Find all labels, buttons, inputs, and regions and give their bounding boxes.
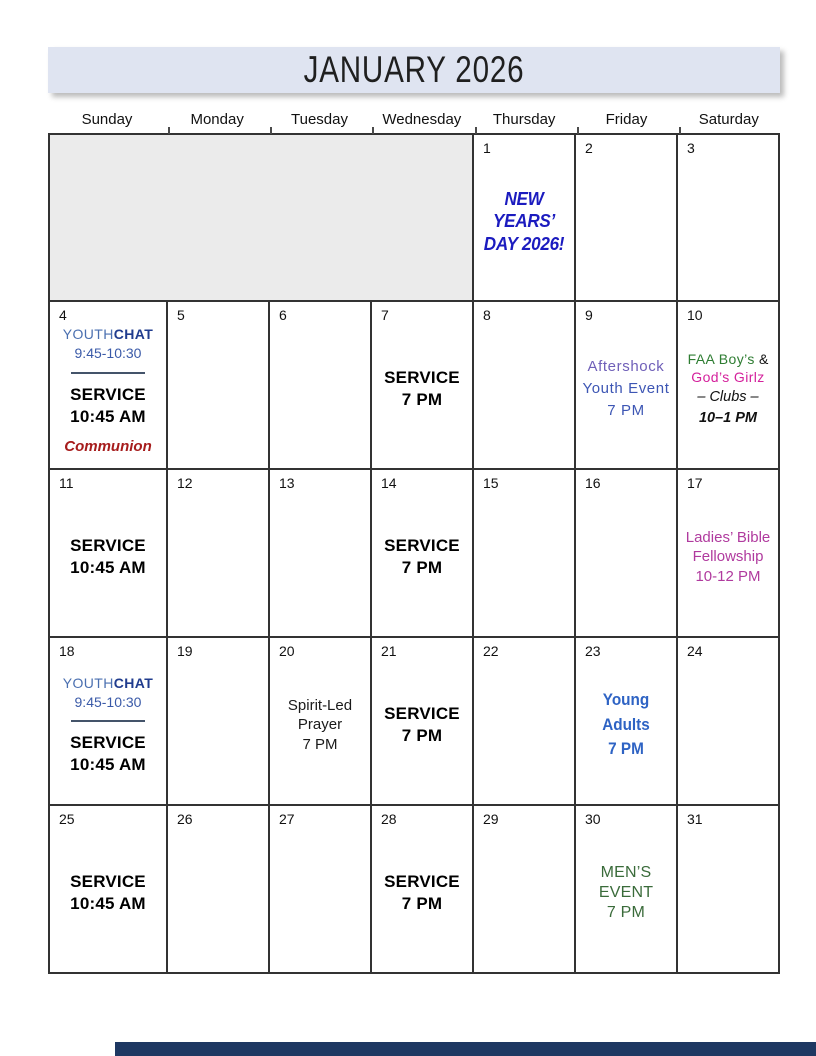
day-number: 21 [381, 643, 397, 659]
event-text: DAY 2026! [483, 233, 565, 254]
day-cell-9 [576, 302, 678, 470]
event-text: 7 PM [608, 739, 644, 759]
events-area [168, 322, 268, 468]
column-tick-mark [372, 127, 374, 134]
events-area [50, 658, 166, 804]
event-text: Communion [64, 437, 152, 455]
calendar-grid [48, 133, 780, 974]
day-number: 2 [585, 140, 593, 156]
day-cell-21 [372, 638, 474, 806]
day-header-saturday: Saturday [698, 111, 759, 128]
day-cell-5 [168, 302, 270, 470]
event-service [384, 367, 460, 411]
event-service [384, 703, 460, 747]
event-text: SERVICE [70, 535, 146, 555]
event-text: Young Adults [602, 690, 650, 734]
day-cell-2 [576, 135, 678, 302]
event-text: SERVICE [70, 733, 146, 753]
event-service [70, 871, 146, 915]
day-cell-17 [678, 470, 780, 638]
event-text: MEN’S [600, 864, 652, 881]
day-number: 31 [687, 811, 703, 827]
event-service [384, 535, 460, 579]
day-cell-27 [270, 806, 372, 974]
event-text: SERVICE [384, 535, 460, 555]
events-area [474, 826, 574, 972]
day-number: 5 [177, 307, 185, 323]
events-area [50, 490, 166, 636]
events-area [678, 490, 778, 636]
events-area [474, 322, 574, 468]
event-service [384, 871, 460, 915]
day-cell-29 [474, 806, 576, 974]
day-number: 9 [585, 307, 593, 323]
day-number: 25 [59, 811, 75, 827]
day-number: 26 [177, 811, 193, 827]
event-service [70, 732, 146, 776]
event-youthchat [63, 674, 153, 694]
events-area [372, 322, 472, 468]
event-text: 7 PM [401, 726, 443, 745]
event-text: Ladies’ Bible [685, 528, 771, 546]
events-area [678, 322, 778, 468]
day-number: 29 [483, 811, 499, 827]
day-number: 23 [585, 643, 601, 659]
event-text: YOUTH [62, 326, 114, 342]
events-area [270, 490, 370, 636]
day-number: 19 [177, 643, 193, 659]
day-of-week-header-row [48, 104, 780, 131]
day-number: 3 [687, 140, 695, 156]
day-number: 7 [381, 307, 389, 323]
events-area [50, 826, 166, 972]
day-number: 16 [585, 475, 601, 491]
event-youthchat [63, 325, 153, 345]
events-area [474, 490, 574, 636]
events-area [168, 826, 268, 972]
day-cell-6 [270, 302, 372, 470]
event-text: Youth Event [582, 380, 670, 398]
day-number: 22 [483, 643, 499, 659]
event-text: 10:45 AM [70, 894, 146, 913]
event-text: FAA Boy’s [687, 350, 760, 367]
events-area [678, 658, 778, 804]
day-cell-22 [474, 638, 576, 806]
day-number: 18 [59, 643, 75, 659]
event-text: NEW YEARS’ [493, 188, 555, 232]
event-text: 7 PM [401, 894, 443, 913]
events-area [576, 490, 676, 636]
event-young-adults [584, 688, 669, 762]
day-cell-3 [678, 135, 780, 302]
event-communion [64, 438, 152, 457]
day-cell-13 [270, 470, 372, 638]
merged-empty-region [50, 135, 474, 302]
events-area [576, 155, 676, 300]
day-number: 6 [279, 307, 287, 323]
day-cell-14 [372, 470, 474, 638]
events-area [168, 658, 268, 804]
events-area [576, 658, 676, 804]
event-aftershock [583, 356, 670, 421]
day-cell-25 [50, 806, 168, 974]
divider-line [71, 372, 145, 374]
events-area [50, 322, 166, 470]
day-number: 14 [381, 475, 397, 491]
event-text: 7 PM [607, 401, 645, 419]
event-text: – Clubs – [697, 389, 759, 406]
day-number: 20 [279, 643, 295, 659]
event-text: 10-12 PM [695, 567, 761, 585]
events-area [678, 155, 778, 300]
event-text: Fellowship [692, 548, 764, 566]
event-service [70, 535, 146, 579]
event-text: God’s Girlz [691, 369, 765, 386]
day-cell-11 [50, 470, 168, 638]
day-number: 24 [687, 643, 703, 659]
day-header-sunday: Sunday [81, 111, 133, 128]
footer-bar [115, 1042, 816, 1056]
event-text: 7 PM [302, 735, 338, 753]
day-cell-18 [50, 638, 168, 806]
day-cell-4 [50, 302, 168, 470]
day-header-wednesday: Wednesday [382, 111, 462, 128]
event-text: CHAT [113, 674, 154, 691]
day-cell-28 [372, 806, 474, 974]
column-tick-mark [679, 127, 681, 134]
event-faa [688, 350, 769, 429]
event-text: SERVICE [70, 384, 146, 404]
event-text: Prayer [297, 716, 343, 734]
day-header-thursday: Thursday [492, 111, 556, 128]
event-text: 9:45-10:30 [74, 345, 142, 361]
event-text: & [759, 350, 769, 367]
day-number: 27 [279, 811, 295, 827]
column-tick-mark [168, 127, 170, 134]
divider-line [71, 720, 145, 722]
events-area [576, 826, 676, 972]
event-text: 10:45 AM [70, 558, 146, 577]
column-tick-mark [270, 127, 272, 134]
event-text: Spirit-Led [287, 696, 353, 714]
day-cell-26 [168, 806, 270, 974]
event-youthchat-time [75, 345, 142, 363]
event-text: 10–1 PM [698, 409, 758, 426]
day-number: 11 [59, 475, 74, 491]
event-youthchat-time [75, 694, 142, 712]
day-number: 10 [687, 307, 703, 323]
events-area [678, 826, 778, 972]
event-new-year [479, 188, 568, 256]
column-tick-mark [577, 127, 579, 134]
day-cell-15 [474, 470, 576, 638]
day-cell-7 [372, 302, 474, 470]
event-service [70, 384, 146, 428]
events-area [50, 135, 472, 300]
events-area [474, 658, 574, 804]
event-text: YOUTH [62, 674, 114, 691]
day-number: 13 [279, 475, 295, 491]
event-text: Aftershock [587, 358, 665, 376]
column-tick-mark [475, 127, 477, 134]
event-text: EVENT [598, 884, 654, 901]
day-number: 1 [483, 140, 491, 156]
event-text: 10:45 AM [70, 755, 146, 775]
day-cell-20 [270, 638, 372, 806]
events-area [474, 155, 574, 300]
events-area [270, 322, 370, 468]
day-number: 4 [59, 307, 67, 323]
event-text: SERVICE [70, 871, 146, 891]
event-text: 10:45 AM [70, 406, 146, 426]
day-number: 8 [483, 307, 491, 323]
day-number: 15 [483, 475, 499, 491]
day-cell-30 [576, 806, 678, 974]
day-cell-12 [168, 470, 270, 638]
event-text: SERVICE [384, 703, 460, 723]
day-cell-19 [168, 638, 270, 806]
day-header-tuesday: Tuesday [291, 111, 348, 128]
event-mens [599, 863, 653, 923]
event-plain [288, 696, 352, 755]
day-header-monday: Monday [190, 111, 244, 128]
day-number: 28 [381, 811, 397, 827]
event-text: 7 PM [401, 558, 443, 577]
event-text: 9:45-10:30 [74, 693, 142, 710]
day-cell-1 [474, 135, 576, 302]
events-area [270, 658, 370, 804]
events-area [270, 826, 370, 972]
day-number: 30 [585, 811, 601, 827]
event-text: CHAT [113, 326, 154, 342]
day-cell-16 [576, 470, 678, 638]
event-ladies [686, 528, 771, 587]
event-text: 7 PM [606, 904, 646, 921]
month-title-banner [48, 47, 780, 93]
day-header-friday: Friday [605, 111, 648, 128]
event-text: 7 PM [401, 390, 443, 409]
day-cell-8 [474, 302, 576, 470]
day-number: 17 [687, 475, 703, 491]
events-area [372, 490, 472, 636]
day-cell-31 [678, 806, 780, 974]
events-area [576, 322, 676, 468]
events-area [372, 658, 472, 804]
day-cell-23 [576, 638, 678, 806]
event-text: SERVICE [384, 367, 460, 387]
events-area [168, 490, 268, 636]
event-text: SERVICE [384, 871, 460, 891]
events-area [372, 826, 472, 972]
day-cell-10 [678, 302, 780, 470]
day-cell-24 [678, 638, 780, 806]
month-title: JANUARY 2026 [303, 49, 525, 90]
day-number: 12 [177, 475, 193, 491]
